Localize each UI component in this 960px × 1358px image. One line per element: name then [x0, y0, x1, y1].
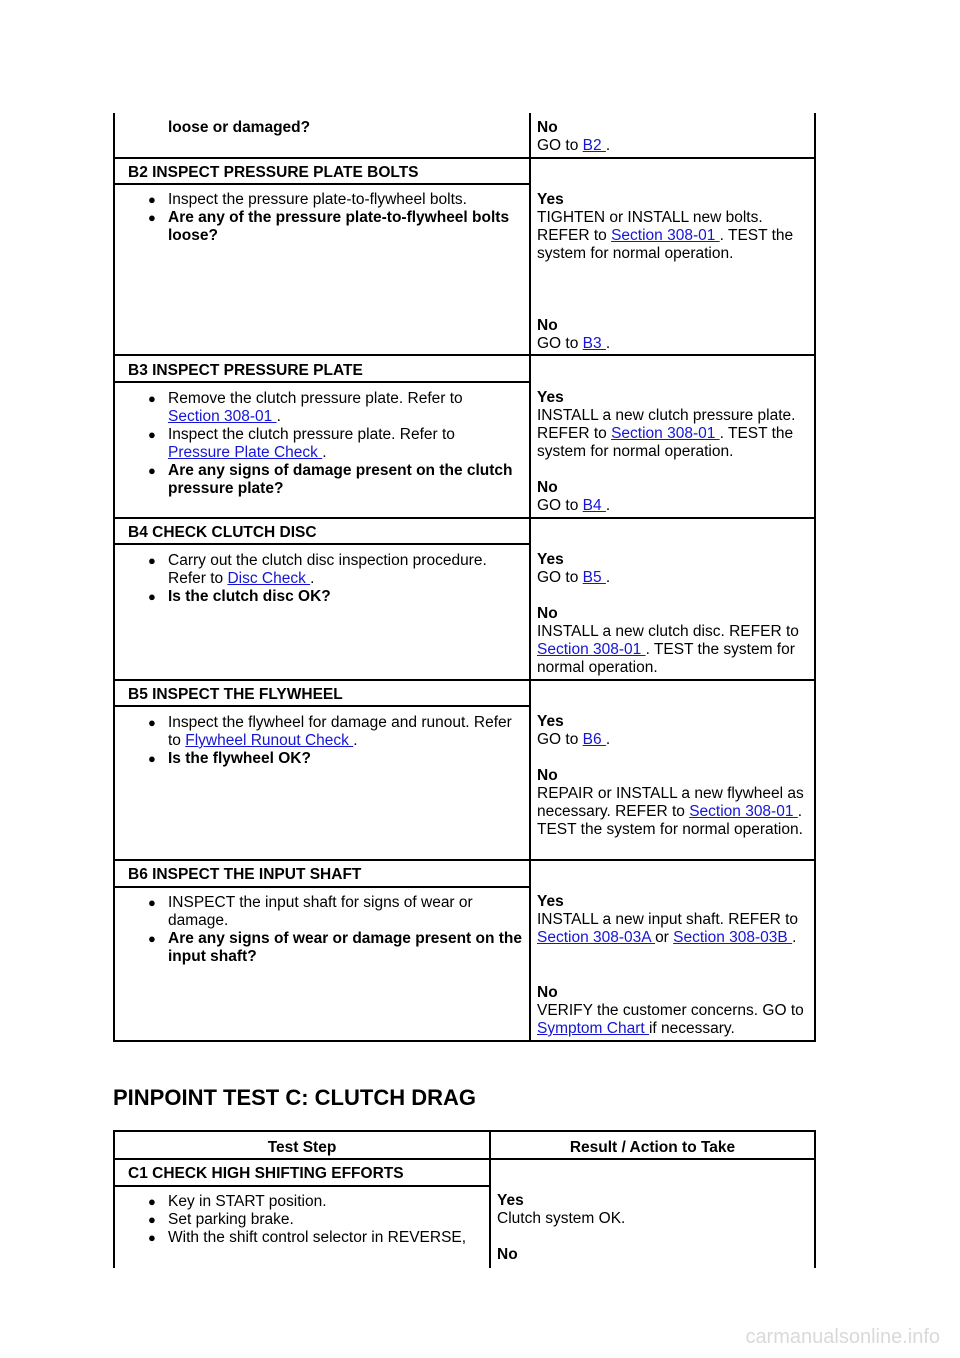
no-label: No [537, 984, 558, 1001]
yes-action [537, 731, 813, 749]
no-action [537, 335, 813, 353]
link-symptom-chart[interactable]: Symptom Chart [537, 1020, 649, 1037]
b4-bullets [148, 552, 528, 606]
list-item: ● Inspect the pressure plate-to-flywheel bolts. [148, 191, 528, 209]
no-action [537, 137, 813, 155]
b2-bullets [148, 191, 528, 245]
b6-yes-result [537, 893, 813, 947]
yes-label: Yes [497, 1192, 524, 1209]
yes-text: GO to [537, 731, 583, 748]
row-divider [113, 354, 816, 356]
list-item: ● Key in START position. [148, 1193, 478, 1211]
link-pressure-plate-check[interactable]: Pressure Plate Check [168, 444, 323, 461]
c1-result [497, 1192, 813, 1264]
yes-after: . [605, 731, 611, 748]
title-divider [113, 381, 531, 383]
bullet-after: . [353, 732, 358, 749]
yes-text: INSTALL a new input shaft. REFER to [537, 911, 799, 928]
no-label: No [497, 1246, 518, 1263]
b1-question-tail: loose or damaged? [168, 119, 311, 136]
no-label: No [537, 119, 558, 136]
row-divider [113, 517, 816, 519]
row-divider [113, 859, 816, 861]
b5-bullets [148, 714, 528, 768]
bullet-text: Inspect the clutch pressure plate. Refer to [168, 426, 455, 443]
table-right-border [814, 113, 816, 1042]
no-label: No [537, 479, 558, 496]
list-item: ● Is the flywheel OK? [148, 750, 528, 768]
link-b6[interactable]: B6 [582, 731, 606, 748]
refer-after: . TEST the system for normal operation. [537, 425, 794, 460]
c1-title: C1 CHECK HIGH SHIFTING EFFORTS [128, 1165, 404, 1182]
link-b5[interactable]: B5 [582, 569, 606, 586]
list-item [148, 390, 528, 426]
b4-yes-result [537, 551, 813, 587]
no-text-after: . [605, 335, 611, 352]
yes-action [537, 569, 813, 587]
yes-refer [537, 227, 813, 263]
link-flywheel-runout-check[interactable]: Flywheel Runout Check [185, 732, 354, 749]
list-item [148, 714, 528, 750]
list-item: ● INSPECT the input shaft for signs of wear or damage. [148, 894, 528, 930]
table-bottom-border [113, 1040, 816, 1042]
list-item: ● With the shift control selector in REVERSE, [148, 1229, 478, 1247]
no-text-after: . [605, 497, 611, 514]
no-text: GO to [537, 137, 583, 154]
bullet-after: . [322, 444, 327, 461]
no-label: No [537, 605, 558, 622]
link-section-308-01[interactable]: Section 308-01 [689, 803, 798, 820]
link-b2[interactable]: B2 [582, 137, 606, 154]
watermark: carmanualsonline.info [745, 1326, 940, 1348]
b3-bullets [148, 390, 528, 498]
no-label: No [537, 317, 558, 334]
list-item [148, 426, 528, 462]
no-text: INSTALL a new clutch disc. REFER to [537, 623, 799, 640]
title-divider [113, 1185, 491, 1187]
col-header-result: Result / Action to Take [569, 1139, 736, 1156]
no-text: VERIFY the customer concerns. GO to [537, 1002, 804, 1019]
no-text: GO to [537, 335, 583, 352]
list-item: ● Are any signs of wear or damage present on the input shaft? [148, 930, 528, 966]
yes-after: . [605, 569, 611, 586]
b2-yes-result [537, 191, 813, 263]
table-top-border [113, 1130, 816, 1132]
list-item [148, 552, 528, 588]
list-item: ● Are any signs of damage present on the clutch pressure plate? [148, 462, 528, 498]
pinpoint-c-heading: PINPOINT TEST C: CLUTCH DRAG [113, 1085, 476, 1110]
yes-line: TIGHTEN or INSTALL new bolts. [537, 209, 763, 226]
b5-no-result [537, 767, 813, 839]
b4-no-result [537, 605, 813, 677]
link-section-308-01[interactable]: Section 308-01 [611, 425, 720, 442]
yes-action [537, 911, 813, 947]
b5-title: B5 INSPECT THE FLYWHEEL [128, 686, 343, 703]
b1-result [537, 119, 813, 155]
link-section-308-01[interactable]: Section 308-01 [611, 227, 720, 244]
yes-label: Yes [537, 713, 564, 730]
header-divider [113, 1158, 816, 1160]
b2-no-result [537, 317, 813, 353]
yes-text: Clutch system OK. [497, 1210, 626, 1227]
link-section-308-03a[interactable]: Section 308-03A [537, 929, 656, 946]
b5-yes-result [537, 713, 813, 749]
no-text-after: . [605, 137, 611, 154]
yes-label: Yes [537, 191, 564, 208]
link-disc-check[interactable]: Disc Check [227, 570, 311, 587]
table-left-border [113, 113, 115, 1042]
b6-bullets [148, 894, 528, 966]
yes-label: Yes [537, 389, 564, 406]
no-text-after: . TEST the system for normal operation. [537, 641, 795, 676]
refer-after: . TEST the system for normal operation. [537, 227, 794, 262]
no-action [537, 497, 813, 515]
no-text-after: . TEST the system for normal operation. [537, 803, 803, 838]
row-divider [113, 157, 816, 159]
b3-no-result [537, 479, 813, 515]
table-mid-border [529, 113, 531, 1042]
bullet-after: . [310, 570, 315, 587]
c1-bullets [148, 1193, 478, 1247]
list-item: ● Are any of the pressure plate-to-flywheel bolts loose? [148, 209, 528, 245]
title-divider [113, 183, 531, 185]
yes-label: Yes [537, 551, 564, 568]
b2-title: B2 INSPECT PRESSURE PLATE BOLTS [128, 164, 419, 181]
no-text: GO to [537, 497, 583, 514]
col-header-test-step: Test Step [267, 1139, 337, 1156]
link-b3[interactable]: B3 [582, 335, 606, 352]
link-section-308-01[interactable]: Section 308-01 [168, 408, 277, 425]
yes-after: . [792, 929, 797, 946]
link-b4[interactable]: B4 [582, 497, 606, 514]
title-divider [113, 543, 531, 545]
bullet-text: Remove the clutch pressure plate. Refer to [168, 390, 463, 407]
b4-title: B4 CHECK CLUTCH DISC [128, 524, 317, 541]
yes-label: Yes [537, 893, 564, 910]
list-item: ● Set parking brake. [148, 1211, 478, 1229]
row-divider [113, 679, 816, 681]
no-text: REPAIR or INSTALL a new flywheel as necessary. REFER to [537, 785, 804, 820]
list-item: ● Is the clutch disc OK? [148, 588, 528, 606]
or-text: or [655, 929, 674, 946]
b3-title: B3 INSPECT PRESSURE PLATE [128, 362, 363, 379]
no-action [537, 1002, 813, 1038]
bullet-after: . [276, 408, 281, 425]
bullet-text: Carry out the clutch disc inspection procedure. Refer to [168, 552, 487, 587]
yes-text: GO to [537, 569, 583, 586]
refer-text: REFER to [537, 425, 612, 442]
b3-yes-result [537, 389, 813, 461]
bullet-text: Inspect the flywheel for damage and runout. Refer to [168, 714, 512, 749]
yes-line: INSTALL a new clutch pressure plate. [537, 407, 796, 424]
title-divider [113, 705, 531, 707]
refer-text: REFER to [537, 227, 612, 244]
no-action [537, 785, 813, 839]
title-divider [113, 886, 531, 888]
link-section-308-01[interactable]: Section 308-01 [537, 641, 646, 658]
no-label: No [537, 767, 558, 784]
link-section-308-03b[interactable]: Section 308-03B [673, 929, 793, 946]
yes-refer [537, 425, 813, 461]
b6-no-result [537, 984, 813, 1038]
b6-title: B6 INSPECT THE INPUT SHAFT [128, 866, 362, 883]
table-right-border [814, 1130, 816, 1268]
no-action [537, 623, 813, 677]
no-text-after: if necessary. [648, 1020, 735, 1037]
